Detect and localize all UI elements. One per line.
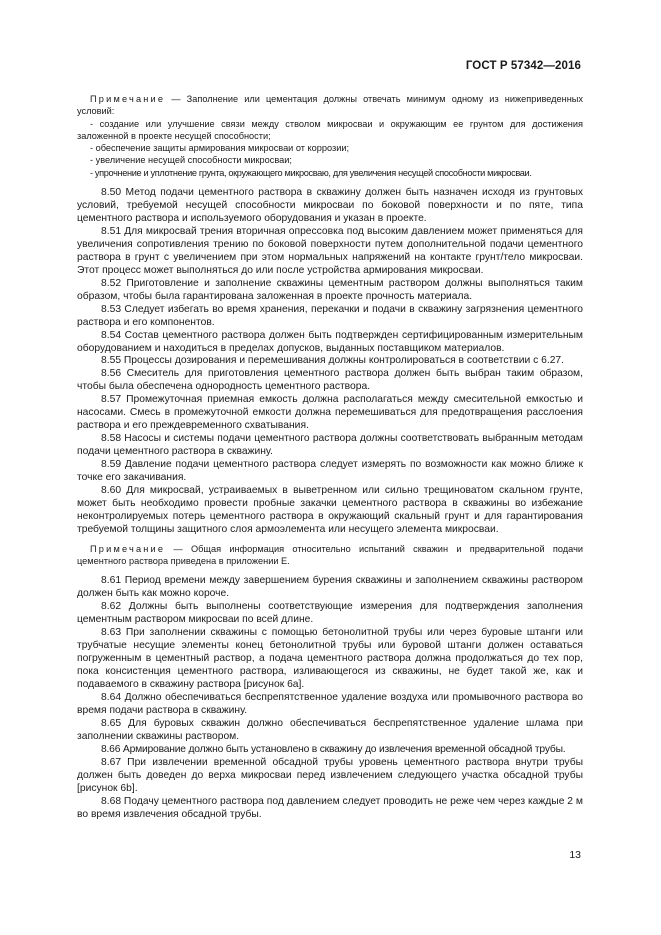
note-block xyxy=(77,543,583,568)
paragraph-8-56: 8.56 Смеситель для приготовления цементного раствора должен быть выбран таким образом, чтобы была обеспечена однородность цементного раствора. xyxy=(77,368,583,393)
paragraph-8-60: 8.60 Для микросвай, устраиваемых в выветренном или сильно трещиноватом скальном грунте, может быть необходимо провести пробные закачки цементного раствора в скважины во избежание неконтролируемых потерь цементного раствора в окружающий скальный грунт и для гарантирования требуемой толщины защитного слоя армоэлемента или несущего элемента микросваи. xyxy=(77,485,583,535)
paragraph-8-58: 8.58 Насосы и системы подачи цементного раствора должны соответствовать выбранным методам подачи цементного раствора в скважину. xyxy=(77,433,583,458)
paragraph-8-63: 8.63 При заполнении скважины с помощью бетонолитной трубы или через буровые штанги или трубчатые несущие элементы конец бетонолитной трубы или буровой штанги должен оставаться погруженным в цементный раствор, а подача цементного раствора должна продолжаться до тех пор, пока консистенция цементного раствора, изливающегося из скважины, не будет такой же, как и подаваемого в скважину раствора [рисунок 6а]. xyxy=(77,627,583,691)
note-intro xyxy=(77,93,583,118)
page-number: 13 xyxy=(569,849,581,861)
paragraph-8-50: 8.50 Метод подачи цементного раствора в скважину должен быть назначен исходя из грунтовых условий, требуемой несущей способности микросваи по боковой поверхности и по пяте, типа цементного раствора и используемого оборудования и указан в проекте. xyxy=(77,187,583,224)
paragraph-8-54: 8.54 Состав цементного раствора должен быть подтвержден сертифицированным измерительным оборудованием и находиться в пределах допусков, выданных поставщиком материалов. xyxy=(77,329,583,354)
note-list-item: - создание или улучшение связи между стволом микросваи и окружающим ее грунтом для достижения заложенной в проекте несущей способности; xyxy=(77,118,583,141)
paragraph-8-61: 8.61 Период времени между завершением бурения скважины и заполнением скважины раствором должен быть как можно короче. xyxy=(77,575,583,600)
paragraph-8-66: 8.66 Армирование должно быть установлено в скважину до извлечения временной обсадной трубы. xyxy=(101,743,566,755)
paragraph-8-68: 8.68 Подачу цементного раствора под давлением следует проводить не реже чем через каждые 2 м во время извлечения обсадной трубы. xyxy=(77,795,583,820)
paragraph-8-65: 8.65 Для буровых скважин должно обеспечиваться беспрепятственное удаление шлама при заполнении скважины раствором. xyxy=(77,717,583,742)
note-label: Примечание xyxy=(90,94,166,104)
note-body: — Общая информация относительно испытаний скважин и предварительной подачи цементного раствора приведена в приложении Е. xyxy=(77,543,583,567)
note-list-item: - упрочнение и уплотнение грунта, окружающего микросваю, для увеличения несущей способности микросваи. xyxy=(90,167,532,178)
note-list-item: - обеспечение защиты армирования микросваи от коррозии; xyxy=(90,143,350,154)
paragraph-8-51: 8.51 Для микросвай трения вторичная опрессовка под высоким давлением может применяться для увеличения сопротивления трению по боковой поверхности путем дополнительной подачи цементного раствора в грунт с увеличением при этом нормальных напряжений на контакте грунт/тело микросваи. Этот процесс может выполняться до или после устройства армирования микросваи. xyxy=(77,225,583,276)
paragraph-8-67: 8.67 При извлечении временной обсадной трубы уровень цементного раствора внутри трубы должен быть доведен до верха микросваи перед извлечением следующего участка обсадной трубы [рисунок 6b]. xyxy=(77,756,583,794)
paragraph-8-57: 8.57 Промежуточная приемная емкость должна располагаться между смесительной емкостью и насосами. Смесь в промежуточной емкости должна перемешиваться для предотвращения расслоения раствора и его преждевременного схватывания. xyxy=(77,394,583,432)
paragraph-8-59: 8.59 Давление подачи цементного раствора следует измерять по возможности как можно ближе к точке его закачивания. xyxy=(77,459,583,484)
note-block xyxy=(77,93,583,179)
note-text xyxy=(77,543,583,568)
page-content xyxy=(77,93,583,822)
note-label: Примечание xyxy=(90,543,166,554)
paragraph-8-55: 8.55 Процессы дозирования и перемешивания должны контролироваться в соответствии с 6.27. xyxy=(101,355,565,367)
paragraph-8-62: 8.62 Должны быть выполнены соответствующие измерения для подтверждения заполнения цементным раствором микросваи по всей длине. xyxy=(77,601,583,626)
paragraph-8-64: 8.64 Должно обеспечиваться беспрепятственное удаление воздуха или промывочного раствора во время подачи раствора в скважину. xyxy=(77,691,583,716)
note-list-item: - увеличение несущей способности микросваи; xyxy=(90,155,292,166)
note-intro-text: — Заполнение или цементация должны отвечать минимум одному из нижеприведенных условий: xyxy=(77,94,583,117)
paragraph-8-52: 8.52 Приготовление и заполнение скважины цементным раствором должны выполняться таким образом, чтобы была гарантирована заложенная в проекте прочность материала. xyxy=(77,277,583,302)
standard-designation: ГОСТ Р 57342—2016 xyxy=(465,60,581,72)
paragraph-8-53: 8.53 Следует избегать во время хранения, перекачки и подачи в скважину загрязнения цементного раствора и его компонентов. xyxy=(77,303,583,328)
